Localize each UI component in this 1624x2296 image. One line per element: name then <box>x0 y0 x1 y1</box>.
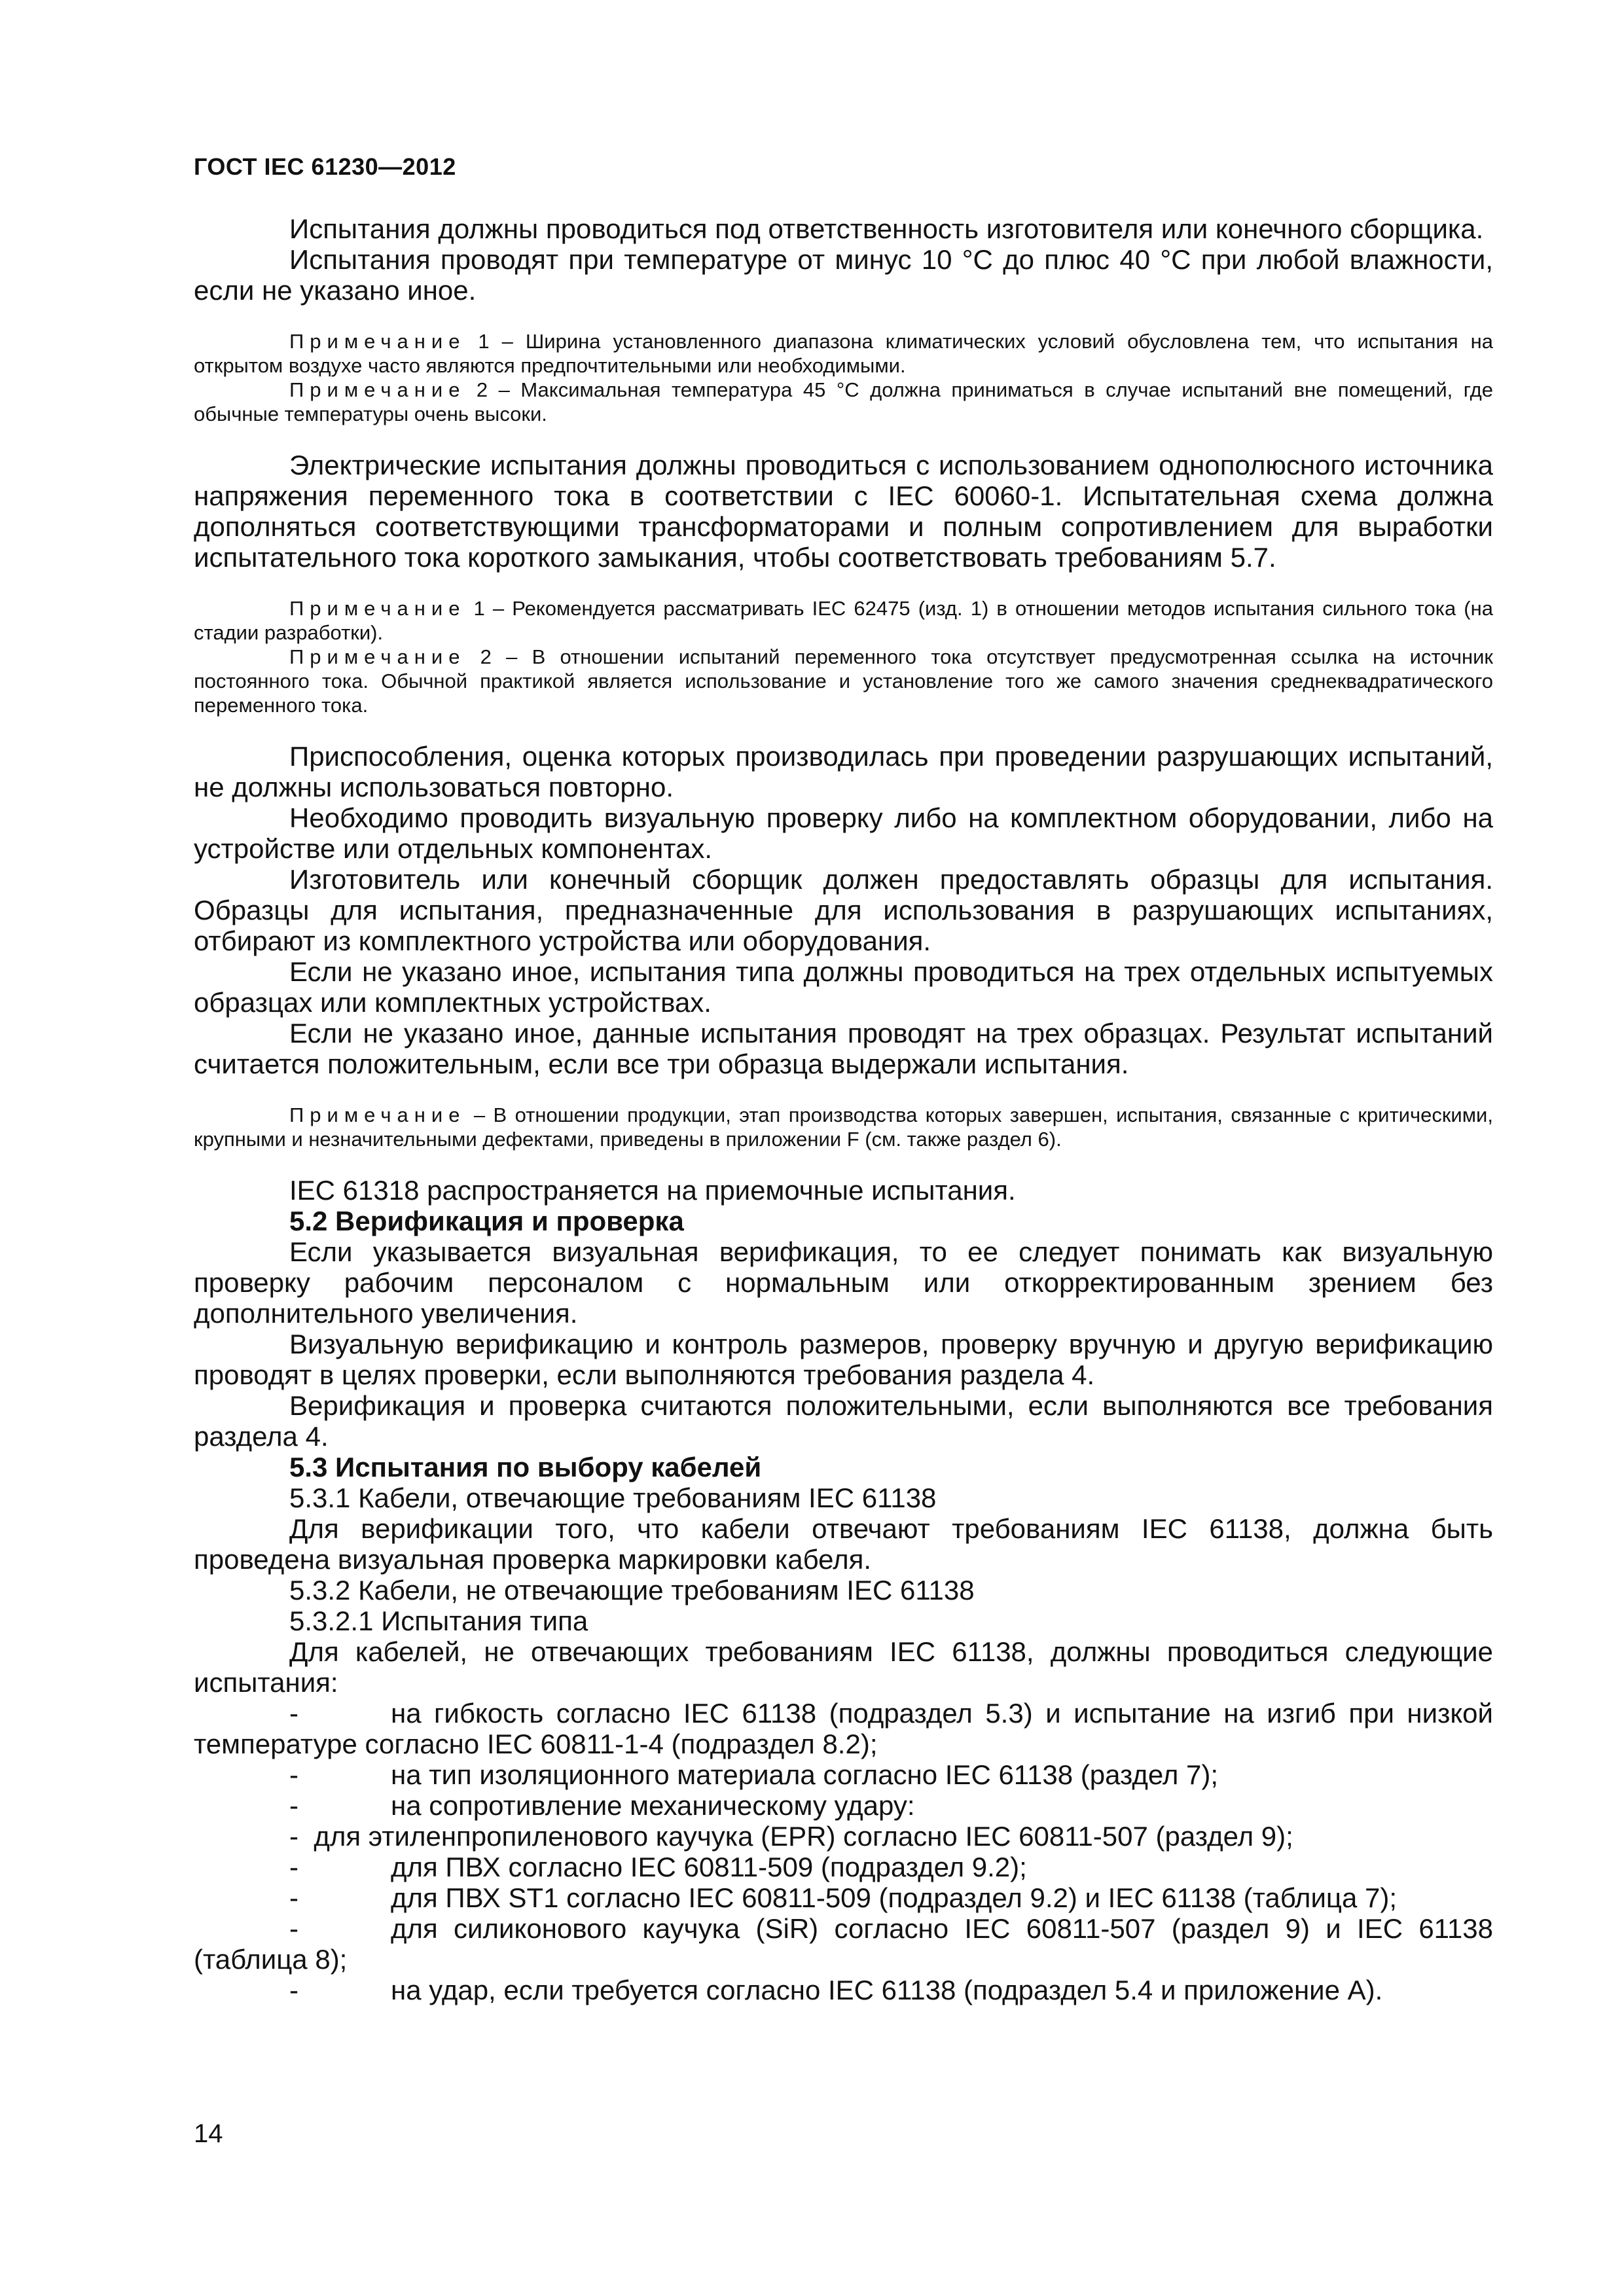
list-dash: - <box>289 1821 298 1852</box>
paragraph: Если указывается визуальная верификация, то ее следует понимать как визуальную проверку рабочим персоналом с нормальным или откорректированным зрением без дополнительного увеличения. <box>194 1236 1493 1329</box>
note-label: Примечание <box>289 597 466 620</box>
paragraph: Необходимо проводить визуальную проверку либо на комплектном оборудовании, либо на устройстве или отдельных компонентах. <box>194 802 1493 864</box>
note-label: Примечание <box>289 330 466 353</box>
note <box>194 1103 1493 1151</box>
section-heading: 5.2 Верификация и проверка <box>289 1206 684 1236</box>
list-item <box>194 1698 1493 1759</box>
note-label: Примечание <box>289 1103 466 1126</box>
paragraph: Если не указано иное, испытания типа должны проводиться на трех отдельных испытуемых образцах или комплектных устройствах. <box>194 956 1493 1018</box>
section-heading: 5.3 Испытания по выбору кабелей <box>289 1452 762 1482</box>
list-item <box>194 1975 1493 2005</box>
paragraph: Электрические испытания должны проводиться с использованием однополюсного источника напряжения переменного тока в соответствии с IEC 60060-1. Испытательная схема должна дополняться соответствующими трансформаторами и полным сопротивлением для выработки испытательного тока короткого замыкания, чтобы соответствовать требованиям 5.7. <box>194 450 1493 573</box>
list-dash: - <box>289 1913 298 1944</box>
note-label: Примечание <box>289 378 466 401</box>
list-item-text: на тип изоляционного материала согласно IEC 61138 (раздел 7); <box>391 1759 1219 1790</box>
note-text: 1 – Ширина установленного диапазона климатических условий обусловлена тем, что испытания на открытом воздухе часто являются предпочтительными или необходимыми. <box>194 330 1493 377</box>
list-dash: - <box>289 1698 298 1729</box>
list-item-text: на удар, если требуется согласно IEC 61138 (подраздел 5.4 и приложение А). <box>391 1975 1383 2005</box>
subsection-heading: 5.3.2.1 Испытания типа <box>289 1605 588 1636</box>
list-item-text: для ПВХ ST1 согласно IEC 60811-509 (подраздел 9.2) и IEC 61138 (таблица 7); <box>391 1882 1397 1913</box>
page-content <box>194 213 1493 2005</box>
paragraph: Испытания должны проводиться под ответственность изготовителя или конечного сборщика. <box>289 213 1484 244</box>
note-text: 2 – В отношении испытаний переменного тока отсутствует предусмотренная ссылка на источник постоянного тока. Обычной практикой является использование и установление того же самого значения среднеквадратического переменного тока. <box>194 645 1493 717</box>
paragraph: Испытания проводят при температуре от минус 10 °С до плюс 40 °С при любой влажности, если не указано иное. <box>194 244 1493 306</box>
list-item-text: для силиконового каучука (SiR) согласно IEC 60811-507 (раздел 9) и IEC 61138 (таблица 8); <box>194 1913 1493 1975</box>
list-item <box>194 1913 1493 1975</box>
note-text: – В отношении продукции, этап производства которых завершен, испытания, связанные с критическими, крупными и незначительными дефектами, приведены в приложении F (см. также раздел 6). <box>194 1103 1493 1151</box>
note <box>194 329 1493 378</box>
note <box>194 378 1493 426</box>
note-text: 1 – Рекомендуется рассматривать IEC 62475 (изд. 1) в отношении методов испытания сильного тока (на стадии разработки). <box>194 597 1493 644</box>
note-label: Примечание <box>289 645 466 668</box>
document-header: ГОСТ IEC 61230—2012 <box>194 153 456 180</box>
paragraph: Изготовитель или конечный сборщик должен предоставлять образцы для испытания. Образцы для испытания, предназначенные для использования в разрушающих испытаниях, отбирают из комплектного устройства или оборудования. <box>194 864 1493 956</box>
list-dash: - <box>289 1790 298 1821</box>
list-item <box>194 1882 1493 1913</box>
list-dash: - <box>289 1759 298 1790</box>
list-item <box>194 1821 1493 1852</box>
paragraph: Верификация и проверка считаются положительными, если выполняются все требования раздела 4. <box>194 1390 1493 1452</box>
list-item <box>194 1790 1493 1821</box>
paragraph: Визуальную верификацию и контроль размеров, проверку вручную и другую верификацию проводят в целях проверки, если выполняются требования раздела 4. <box>194 1329 1493 1390</box>
paragraph: IEC 61318 распространяется на приемочные испытания. <box>289 1175 1016 1206</box>
list-dash: - <box>289 1882 298 1913</box>
note <box>194 645 1493 717</box>
subsection-heading: 5.3.1 Кабели, отвечающие требованиям IEC 61138 <box>289 1482 937 1513</box>
list-item <box>194 1852 1493 1882</box>
subsection-heading: 5.3.2 Кабели, не отвечающие требованиям IEC 61138 <box>289 1575 975 1605</box>
list-dash: - <box>289 1852 298 1882</box>
list-item-text: на гибкость согласно IEC 61138 (подраздел 5.3) и испытание на изгиб при низкой температуре согласно IEC 60811-1-4 (подраздел 8.2); <box>194 1698 1493 1759</box>
paragraph: Если не указано иное, данные испытания проводят на трех образцах. Результат испытаний считается положительным, если все три образца выдержали испытания. <box>194 1018 1493 1079</box>
paragraph: Для верификации того, что кабели отвечают требованиям IEC 61138, должна быть проведена визуальная проверка маркировки кабеля. <box>194 1513 1493 1575</box>
paragraph: Для кабелей, не отвечающих требованиям IEC 61138, должны проводиться следующие испытания: <box>194 1636 1493 1698</box>
list-item-text: для ПВХ согласно IEC 60811-509 (подраздел 9.2); <box>391 1852 1027 1882</box>
paragraph: Приспособления, оценка которых производилась при проведении разрушающих испытаний, не должны использоваться повторно. <box>194 741 1493 802</box>
list-item <box>194 1759 1493 1790</box>
list-dash: - <box>289 1975 298 2005</box>
note-text: 2 – Максимальная температура 45 °С должна приниматься в случае испытаний вне помещений, где обычные температуры очень высоки. <box>194 378 1493 425</box>
note <box>194 596 1493 645</box>
page-number: 14 <box>194 2119 223 2148</box>
list-item-text: для этиленпропиленового каучука (EPR) согласно IEC 60811-507 (раздел 9); <box>314 1821 1293 1852</box>
list-item-text: на сопротивление механическому удару: <box>391 1790 915 1821</box>
